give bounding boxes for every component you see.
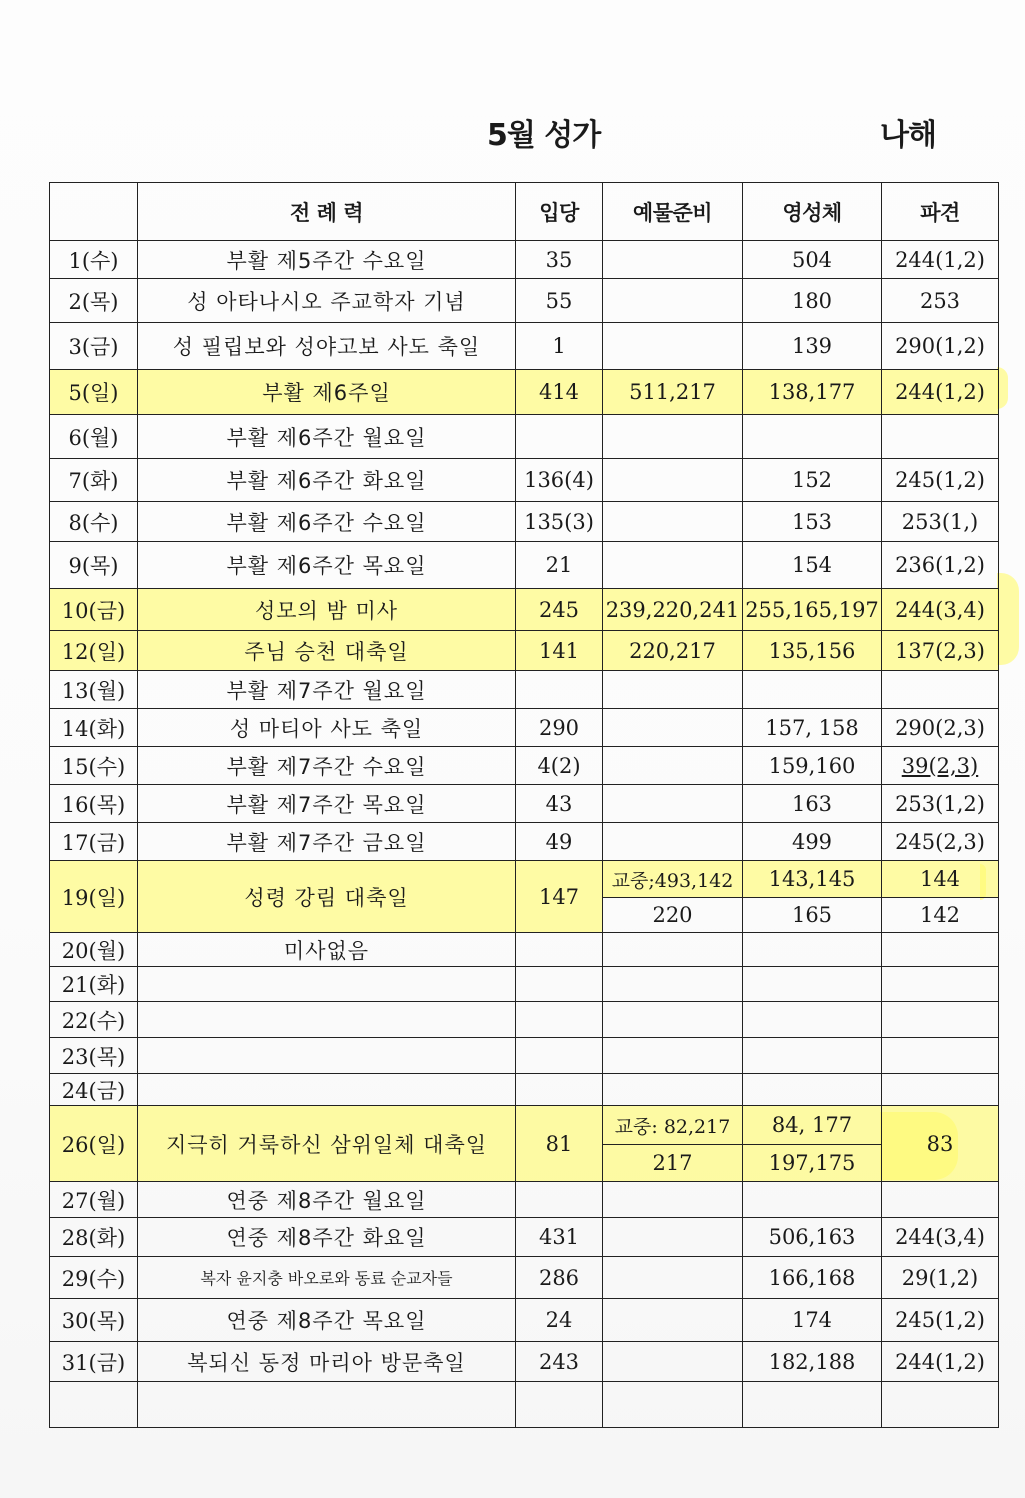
row-entrance: 43: [516, 785, 603, 823]
table-row-highlighted: [50, 631, 999, 671]
row-liturgy: [138, 967, 516, 1002]
row-communion: 499: [743, 823, 882, 861]
table-row: [50, 967, 999, 1002]
table-row: [50, 279, 999, 323]
row-communion-2: 165: [743, 898, 882, 933]
row-offertory: [603, 241, 743, 279]
row-offertory: [603, 933, 743, 967]
table-row: [50, 1257, 999, 1299]
row-communion-2: 197,175: [743, 1145, 882, 1182]
row-offertory: [603, 542, 743, 589]
row-dismissal: 290(2,3): [882, 709, 999, 747]
row-day: 29(수): [50, 1257, 138, 1299]
row-dismissal: [882, 1074, 999, 1106]
table-row: [50, 709, 999, 747]
row-dismissal: 244(3,4): [882, 1218, 999, 1257]
table-row: [50, 323, 999, 370]
row-liturgy: 부활 제7주간 월요일: [138, 671, 516, 709]
row-entrance: 414: [516, 370, 603, 415]
row-offertory: 511,217: [603, 370, 743, 415]
header-communion: 영성체: [743, 183, 882, 241]
row-liturgy: 부활 제7주간 목요일: [138, 785, 516, 823]
row-dismissal: 253: [882, 279, 999, 323]
row-day: 30(목): [50, 1299, 138, 1342]
row-dismissal: [882, 933, 999, 967]
table-row: [50, 459, 999, 502]
table-row: [50, 785, 999, 823]
row-communion: [743, 967, 882, 1002]
row-liturgy: 미사없음: [138, 933, 516, 967]
row-communion: [743, 1074, 882, 1106]
table-row: [50, 1002, 999, 1038]
table-row: [50, 542, 999, 589]
row-offertory: [603, 785, 743, 823]
header-dismissal: 파견: [882, 183, 999, 241]
table-row: [50, 933, 999, 967]
row-day: 16(목): [50, 785, 138, 823]
highlight-mark-10: [997, 573, 1019, 665]
row-day: 1(수): [50, 241, 138, 279]
row-entrance: 136(4): [516, 459, 603, 502]
row-communion: 84, 177: [743, 1106, 882, 1145]
hymn-schedule-table: [49, 182, 999, 1428]
row-dismissal: 144: [882, 861, 999, 898]
row-entrance: 81: [516, 1106, 603, 1182]
table-row: [50, 241, 999, 279]
row-communion: [743, 1038, 882, 1074]
empty-cell: [743, 1382, 882, 1428]
row-offertory: 교중;493,142: [603, 861, 743, 898]
row-liturgy: 복되신 동정 마리아 방문축일: [138, 1342, 516, 1382]
row-communion: [743, 1002, 882, 1038]
row-dismissal: 245(2,3): [882, 823, 999, 861]
row-day: 10(금): [50, 589, 138, 631]
row-liturgy: [138, 1038, 516, 1074]
row-dismissal: 39(2,3): [882, 747, 999, 785]
row-entrance: [516, 1038, 603, 1074]
row-dismissal: 245(1,2): [882, 1299, 999, 1342]
row-offertory: [603, 279, 743, 323]
row-offertory: [603, 415, 743, 459]
row-offertory: [603, 323, 743, 370]
row-liturgy: 성 마티아 사도 축일: [138, 709, 516, 747]
row-liturgy: [138, 1074, 516, 1106]
row-entrance: [516, 967, 603, 1002]
row-offertory: [603, 967, 743, 1002]
table-row: [50, 747, 999, 785]
row-entrance: 431: [516, 1218, 603, 1257]
row-entrance: 147: [516, 861, 603, 933]
row-entrance: [516, 933, 603, 967]
row-communion: 255,165,197: [743, 589, 882, 631]
row-dismissal: 244(1,2): [882, 1342, 999, 1382]
row-entrance: 21: [516, 542, 603, 589]
row-liturgy: 부활 제6주일: [138, 370, 516, 415]
liturgical-year: 나해: [880, 118, 936, 153]
row-liturgy: 부활 제7주간 금요일: [138, 823, 516, 861]
row-communion: 182,188: [743, 1342, 882, 1382]
row-communion: [743, 671, 882, 709]
row-liturgy: 주님 승천 대축일: [138, 631, 516, 671]
row-communion: 174: [743, 1299, 882, 1342]
row-entrance: [516, 671, 603, 709]
row-offertory: [603, 709, 743, 747]
row-dismissal: 253(1,): [882, 502, 999, 542]
row-liturgy: 성 필립보와 성야고보 사도 축일: [138, 323, 516, 370]
empty-cell: [516, 1382, 603, 1428]
page-title: 5월 성가: [487, 118, 601, 153]
row-day: 6(월): [50, 415, 138, 459]
table-row-highlighted: [50, 589, 999, 631]
header-day: [50, 183, 138, 241]
row-dismissal: 236(1,2): [882, 542, 999, 589]
row-day: 26(일): [50, 1106, 138, 1182]
table-row: [50, 1218, 999, 1257]
row-dismissal: [882, 1002, 999, 1038]
row-liturgy: [138, 1002, 516, 1038]
row-communion: 154: [743, 542, 882, 589]
row-communion: 506,163: [743, 1218, 882, 1257]
row-communion: 180: [743, 279, 882, 323]
table-row: [50, 1342, 999, 1382]
row-entrance: [516, 415, 603, 459]
empty-cell: [138, 1382, 516, 1428]
row-communion: 153: [743, 502, 882, 542]
row-day: 22(수): [50, 1002, 138, 1038]
row-entrance: 245: [516, 589, 603, 631]
row-offertory: [603, 747, 743, 785]
row-liturgy: 부활 제5주간 수요일: [138, 241, 516, 279]
header-entrance: 입당: [516, 183, 603, 241]
row-communion: 139: [743, 323, 882, 370]
row-dismissal: [882, 1182, 999, 1218]
empty-cell: [603, 1382, 743, 1428]
empty-cell: [882, 1382, 999, 1428]
row-communion: 504: [743, 241, 882, 279]
row-communion: 157, 158: [743, 709, 882, 747]
table-row-highlighted: [50, 370, 999, 415]
row-entrance: 290: [516, 709, 603, 747]
row-offertory: [603, 823, 743, 861]
row-day: 24(금): [50, 1074, 138, 1106]
table-row-empty: [50, 1382, 999, 1428]
row-offertory: [603, 1257, 743, 1299]
row-day: 31(금): [50, 1342, 138, 1382]
row-entrance: 24: [516, 1299, 603, 1342]
row-offertory: [603, 1299, 743, 1342]
row-entrance: 141: [516, 631, 603, 671]
row-day: 12(일): [50, 631, 138, 671]
row-offertory: [603, 1342, 743, 1382]
row-dismissal: 244(3,4): [882, 589, 999, 631]
row-day: 21(화): [50, 967, 138, 1002]
row-entrance: 135(3): [516, 502, 603, 542]
row-communion: [743, 1182, 882, 1218]
row-communion: 138,177: [743, 370, 882, 415]
row-dismissal: [882, 671, 999, 709]
row-offertory: [603, 502, 743, 542]
row-liturgy: 연중 제8주간 목요일: [138, 1299, 516, 1342]
table-row: [50, 502, 999, 542]
row-dismissal: 29(1,2): [882, 1257, 999, 1299]
table-row: [50, 1074, 999, 1106]
table-header: [50, 183, 999, 241]
row-dismissal: [882, 415, 999, 459]
table-row: [50, 1182, 999, 1218]
row-liturgy: 연중 제8주간 월요일: [138, 1182, 516, 1218]
row-day: 3(금): [50, 323, 138, 370]
row-dismissal: 245(1,2): [882, 459, 999, 502]
row-day: 8(수): [50, 502, 138, 542]
row-entrance: 243: [516, 1342, 603, 1382]
empty-cell: [50, 1382, 138, 1428]
row-communion: [743, 933, 882, 967]
row-dismissal: 244(1,2): [882, 370, 999, 415]
row-communion: 152: [743, 459, 882, 502]
row-day: 9(목): [50, 542, 138, 589]
row-entrance: [516, 1002, 603, 1038]
row-dismissal: 244(1,2): [882, 241, 999, 279]
header-offertory: 예물준비: [603, 183, 743, 241]
row-day: 23(목): [50, 1038, 138, 1074]
row-entrance: 55: [516, 279, 603, 323]
row-communion: 159,160: [743, 747, 882, 785]
row-day: 7(화): [50, 459, 138, 502]
row-dismissal: 83: [882, 1106, 999, 1182]
table-row-highlighted: [50, 861, 999, 898]
row-entrance: 35: [516, 241, 603, 279]
row-communion: 143,145: [743, 861, 882, 898]
row-liturgy: 연중 제8주간 화요일: [138, 1218, 516, 1257]
row-day: 14(화): [50, 709, 138, 747]
row-liturgy: 부활 제6주간 수요일: [138, 502, 516, 542]
row-day: 5(일): [50, 370, 138, 415]
row-liturgy: 성모의 밤 미사: [138, 589, 516, 631]
row-liturgy: 성령 강림 대축일: [138, 861, 516, 933]
row-day: 28(화): [50, 1218, 138, 1257]
row-dismissal: 253(1,2): [882, 785, 999, 823]
row-communion: 166,168: [743, 1257, 882, 1299]
row-day: 20(월): [50, 933, 138, 967]
row-offertory: [603, 1002, 743, 1038]
row-liturgy: 복자 윤지충 바오로와 동료 순교자들: [138, 1257, 516, 1299]
row-day: 19(일): [50, 861, 138, 933]
row-offertory: 220,217: [603, 631, 743, 671]
row-entrance: 4(2): [516, 747, 603, 785]
row-entrance: 49: [516, 823, 603, 861]
row-liturgy: 부활 제6주간 화요일: [138, 459, 516, 502]
table-row: [50, 1038, 999, 1074]
row-communion: 135,156: [743, 631, 882, 671]
row-dismissal: [882, 967, 999, 1002]
row-dismissal: [882, 1038, 999, 1074]
row-entrance: 286: [516, 1257, 603, 1299]
row-entrance: [516, 1074, 603, 1106]
row-liturgy: 성 아타나시오 주교학자 기념: [138, 279, 516, 323]
table-row: [50, 415, 999, 459]
row-offertory: 239,220,241: [603, 589, 743, 631]
row-communion: 163: [743, 785, 882, 823]
row-offertory: [603, 1218, 743, 1257]
row-dismissal: 290(1,2): [882, 323, 999, 370]
row-day: 13(월): [50, 671, 138, 709]
row-day: 2(목): [50, 279, 138, 323]
row-offertory: [603, 1074, 743, 1106]
row-entrance: 1: [516, 323, 603, 370]
table-row: [50, 671, 999, 709]
table-row-highlighted: [50, 1106, 999, 1145]
row-offertory-2: 220: [603, 898, 743, 933]
row-liturgy: 부활 제6주간 월요일: [138, 415, 516, 459]
row-offertory: 교중: 82,217: [603, 1106, 743, 1145]
row-offertory: [603, 671, 743, 709]
row-liturgy: 부활 제6주간 목요일: [138, 542, 516, 589]
row-day: 17(금): [50, 823, 138, 861]
table-row: [50, 823, 999, 861]
row-day: 15(수): [50, 747, 138, 785]
row-entrance: [516, 1182, 603, 1218]
header-liturgy: 전 례 력: [138, 183, 516, 241]
row-liturgy: 부활 제7주간 수요일: [138, 747, 516, 785]
row-offertory: [603, 1182, 743, 1218]
row-offertory: [603, 459, 743, 502]
row-offertory: [603, 1038, 743, 1074]
row-dismissal-2: 142: [882, 898, 999, 933]
row-day: 27(월): [50, 1182, 138, 1218]
row-communion: [743, 415, 882, 459]
row-dismissal: 137(2,3): [882, 631, 999, 671]
row-offertory-2: 217: [603, 1145, 743, 1182]
row-liturgy: 지극히 거룩하신 삼위일체 대축일: [138, 1106, 516, 1182]
table-row: [50, 1299, 999, 1342]
